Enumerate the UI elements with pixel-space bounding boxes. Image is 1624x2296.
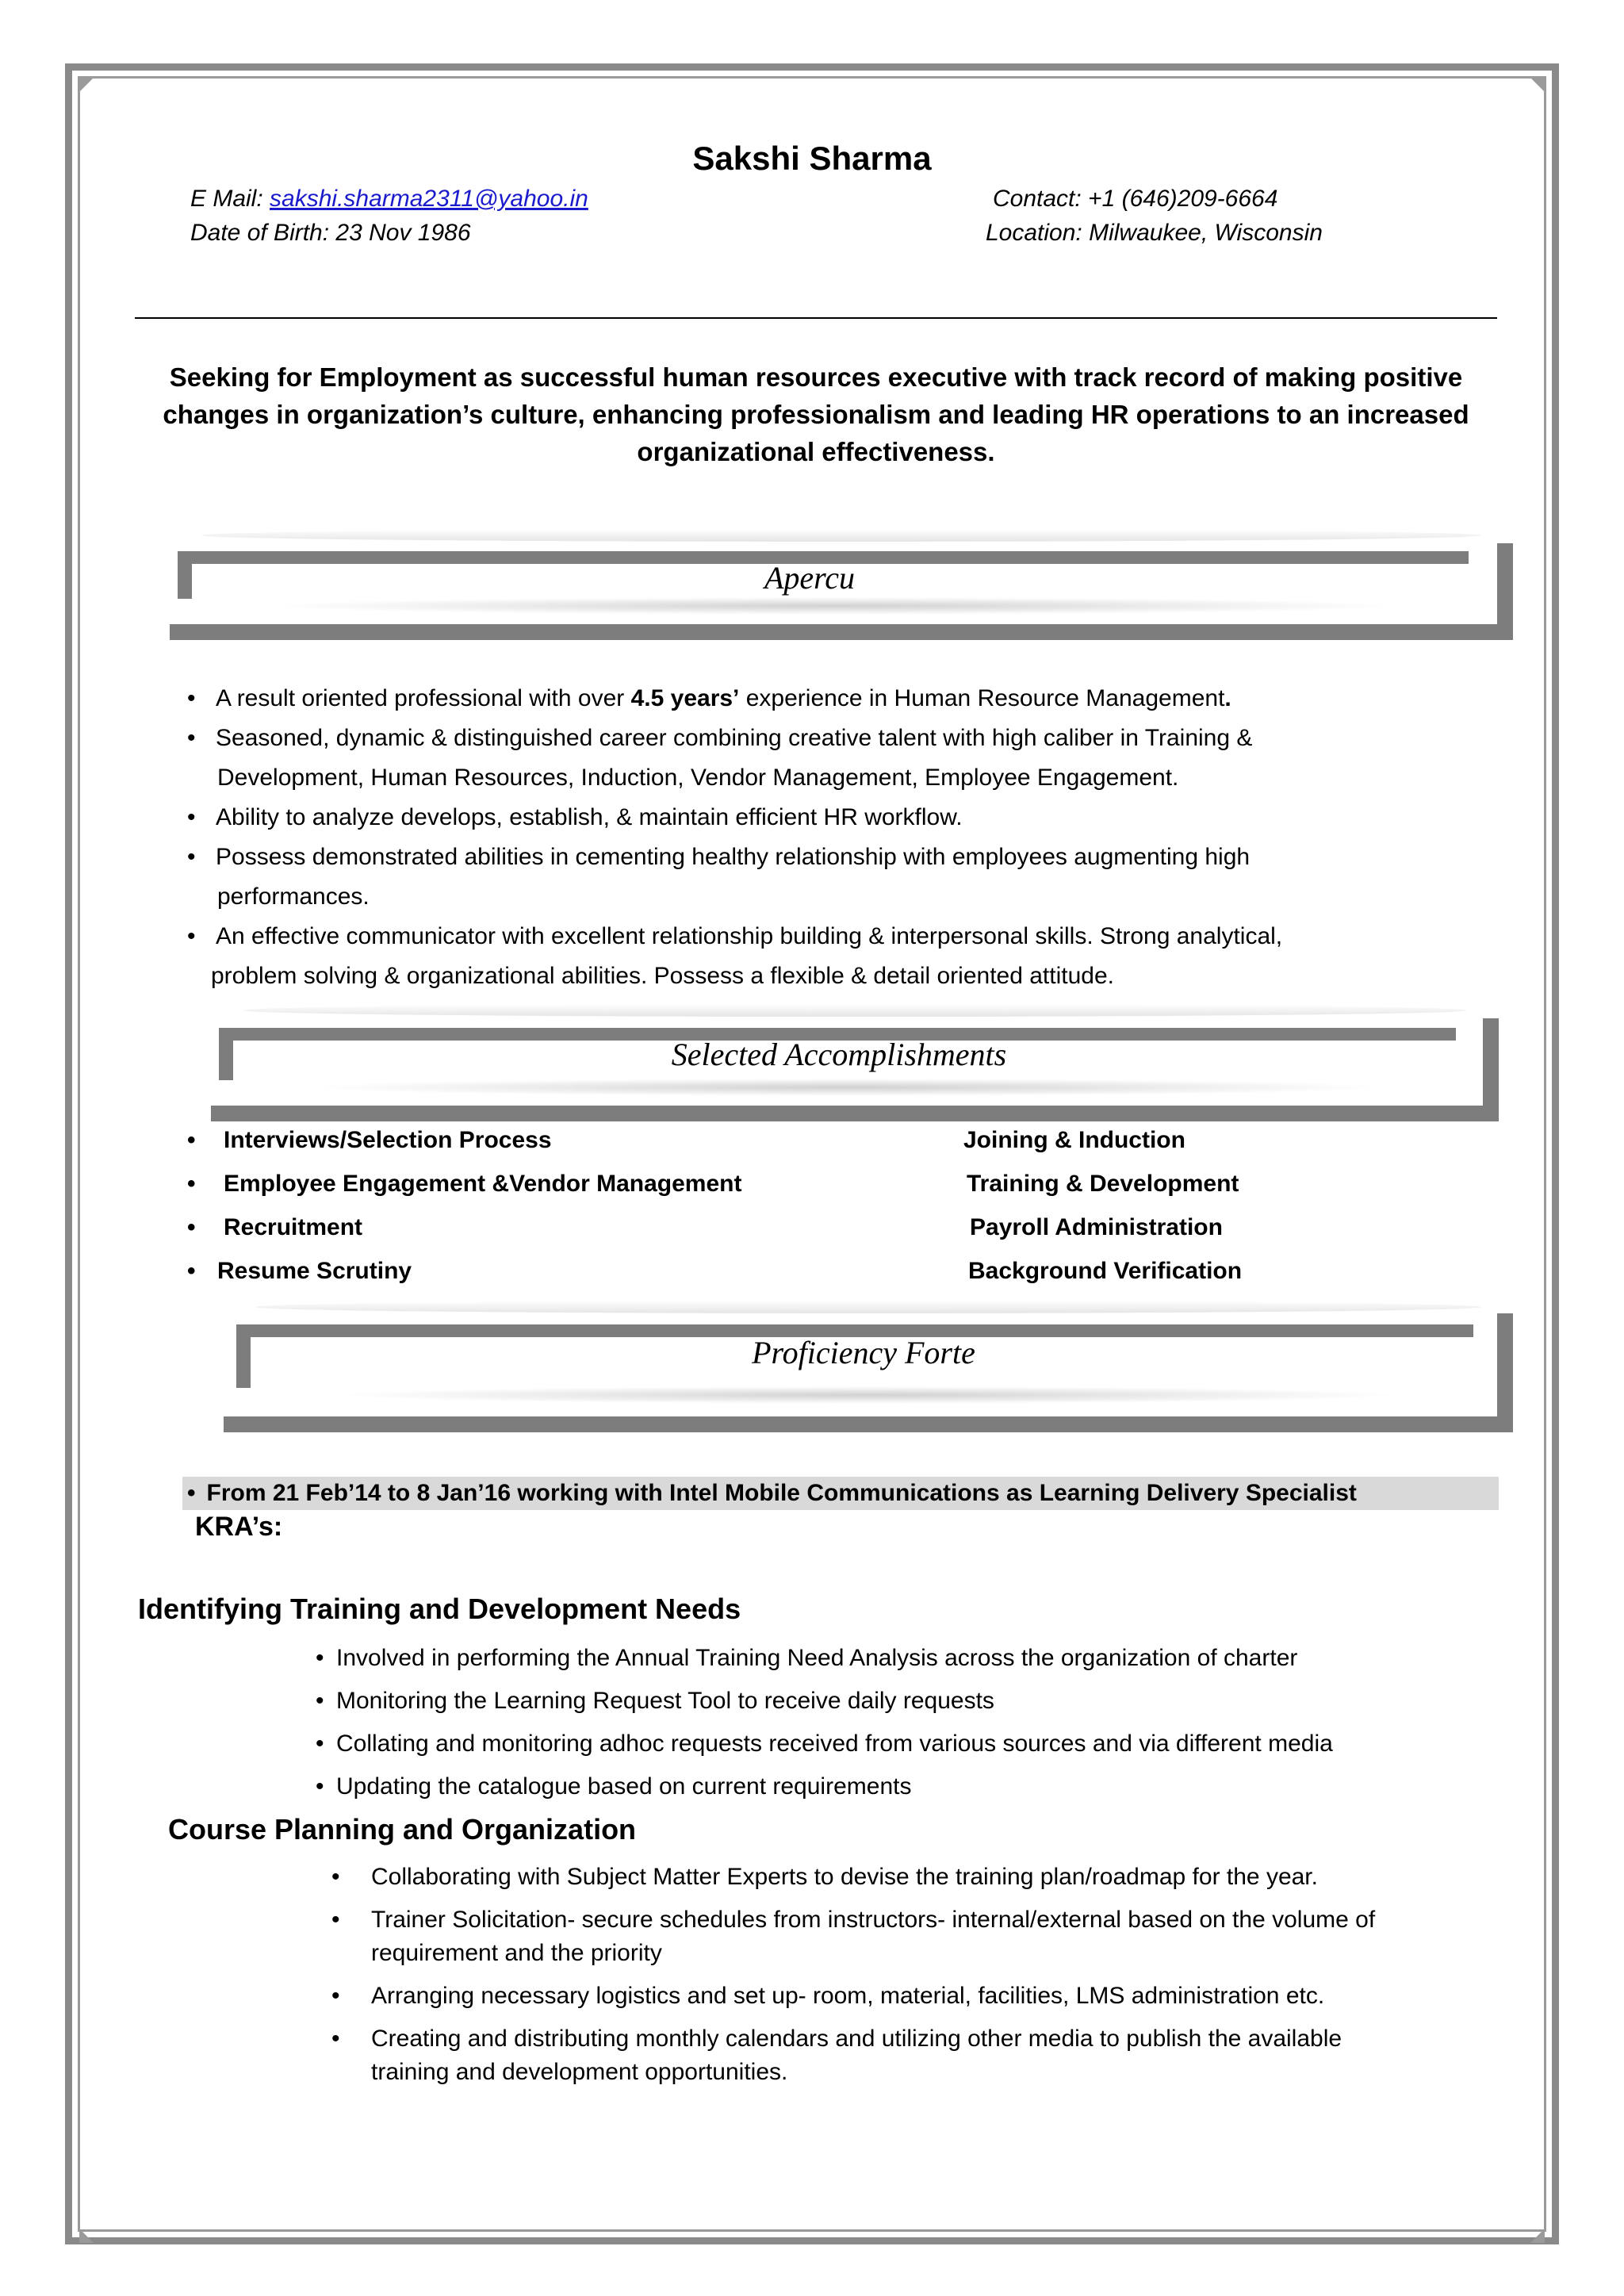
list-item: • Seasoned, dynamic & distinguished career combining creative talent with high caliber in Training & Development, Human Resources, Induction, Vendor Management, Employee Engagement. — [187, 719, 1282, 798]
list-item: • Employee Engagement &Vendor Management — [187, 1162, 741, 1205]
location: Location: Milwaukee, Wisconsin — [986, 220, 1323, 246]
list-item: Payroll Administration — [970, 1214, 1223, 1240]
list-item: • Involved in performing the Annual Training Need Analysis across the organization of charter — [316, 1637, 1333, 1680]
list-item: • Arranging necessary logistics and set up- room, material, facilities, LMS administration etc. — [325, 1980, 1499, 2013]
list-item: • Recruitment — [187, 1205, 741, 1249]
date-of-birth: Date of Birth: 23 Nov 1986 — [190, 220, 471, 246]
list-item: • An effective communicator with excellent relationship building & interpersonal skills. Strong analytical, problem solving & organizational abilities. Possess a flexible & detail oriented attitude. — [187, 917, 1282, 996]
career-objective: Seeking for Employment as successful human resources executive with track record of making positive changes in organization’s culture, enhancing professionalism and leading HR operations to an increased organizational effectiveness. — [163, 362, 1469, 466]
list-item: • Resume Scrutiny — [187, 1249, 741, 1293]
kra-course-planning-list — [325, 1861, 1499, 2099]
kra-heading-training-needs: Identifying Training and Development Needs — [138, 1593, 741, 1625]
section-banner-accomplishments — [211, 1017, 1499, 1121]
list-item: • Collaborating with Subject Matter Experts to devise the training plan/roadmap for the year. — [325, 1861, 1499, 1894]
kra-label: KRA’s: — [195, 1512, 283, 1542]
corner-ornament-bottom-left — [79, 2229, 94, 2243]
corner-ornament-bottom-right — [1530, 2229, 1545, 2243]
list-item: Background Verification — [968, 1258, 1243, 1284]
section-title-proficiency: Proficiency Forte — [752, 1335, 975, 1370]
contact-phone: Contact: +1 (646)209-6664 — [993, 186, 1278, 212]
accomplishments-left-list — [187, 1118, 741, 1293]
kra-training-needs-list — [316, 1637, 1333, 1808]
list-item: • Updating the catalogue based on current requirements — [316, 1765, 1333, 1808]
list-item: • Creating and distributing monthly calendars and utilizing other media to publish the available training and development opportunities. — [325, 2022, 1499, 2089]
accomplishments-right-list — [963, 1118, 1242, 1293]
corner-ornament-top-left — [79, 78, 94, 92]
experience-entry: • From 21 Feb’14 to 8 Jan’16 working with Intel Mobile Communications as Learning Delivery Specialist — [187, 1480, 1357, 1506]
email-line — [190, 186, 588, 213]
apercu-list — [187, 679, 1282, 996]
section-banner-apercu — [170, 542, 1513, 640]
email-link[interactable]: sakshi.sharma2311@yahoo.in — [270, 186, 588, 212]
email-label: E Mail: — [190, 186, 270, 212]
section-title-apercu: Apercu — [764, 560, 856, 596]
section-banner-proficiency — [224, 1313, 1513, 1434]
corner-ornament-top-right — [1530, 78, 1545, 92]
section-title-accomplishments: Selected Accomplishments — [671, 1037, 1007, 1072]
list-item: • Possess demonstrated abilities in cementing healthy relationship with employees augmenting high performances. — [187, 838, 1282, 917]
list-item: Training & Development — [967, 1171, 1239, 1197]
list-item: • Collating and monitoring adhoc requests received from various sources and via different media — [316, 1723, 1333, 1765]
list-item: • Ability to analyze develops, establish, & maintain efficient HR workflow. — [187, 798, 1282, 838]
candidate-name: Sakshi Sharma — [692, 140, 932, 177]
list-item: • Trainer Solicitation- secure schedules from instructors- internal/external based on the volume of requirement and the priority — [325, 1903, 1499, 1970]
list-item: • A result oriented professional with over 4.5 years’ experience in Human Resource Management. — [187, 679, 1282, 719]
list-item: Joining & Induction — [963, 1127, 1185, 1153]
list-item: • Monitoring the Learning Request Tool to receive daily requests — [316, 1680, 1333, 1723]
list-item: • Interviews/Selection Process — [187, 1118, 741, 1162]
kra-heading-course-planning: Course Planning and Organization — [168, 1813, 637, 1846]
header-divider — [135, 317, 1497, 319]
